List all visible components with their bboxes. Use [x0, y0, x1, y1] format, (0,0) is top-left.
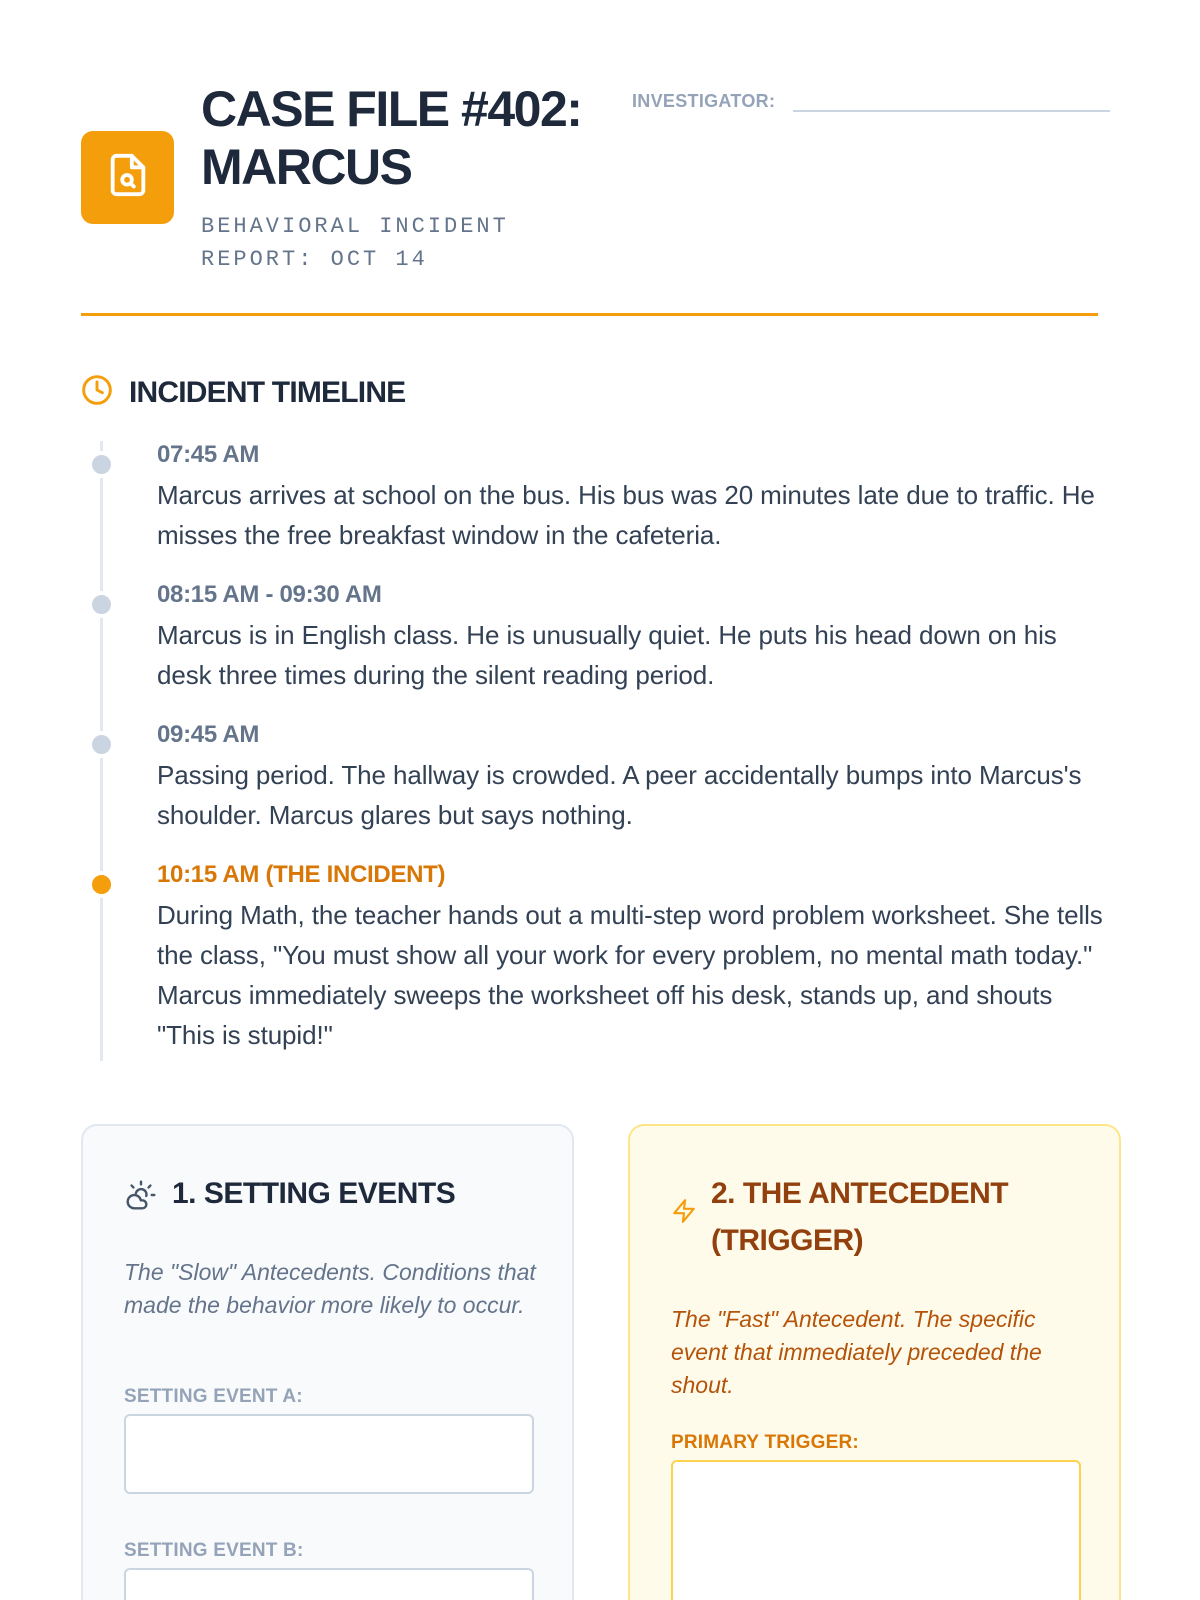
- setting-event-a-input[interactable]: [124, 1414, 534, 1494]
- timeline-event-time: 07:45 AM: [157, 441, 260, 468]
- incident-timeline: [81, 441, 1101, 1061]
- timeline-event-text: During Math, the teacher hands out a multi-step word problem worksheet. She tells the class, "You must show all your work for every problem, no mental math today." Marcus immediately sweeps the worksheet off his desk, stands up, and shouts "This is stupid!": [157, 900, 1103, 1050]
- setting-events-description: The "Slow" Antecedents. Conditions that made the behavior more likely to occur.: [124, 1259, 536, 1318]
- timeline-event-text: Marcus arrives at school on the bus. His bus was 20 minutes late due to traffic. He misses the free breakfast window in the cafeteria.: [157, 480, 1095, 550]
- timeline-event-time: 08:15 AM - 09:30 AM: [157, 581, 382, 608]
- primary-trigger-label: PRIMARY TRIGGER:: [671, 1432, 859, 1453]
- timeline-event-text: Marcus is in English class. He is unusually quiet. He puts his head down on his desk three times during the silent reading period.: [157, 620, 1057, 690]
- timeline-dot: [88, 451, 115, 478]
- antecedent-header: [671, 1170, 1071, 1264]
- case-title-block: [201, 80, 631, 276]
- setting-event-a-label: SETTING EVENT A:: [124, 1386, 303, 1407]
- file-search-icon: [105, 149, 151, 206]
- case-badge: [81, 131, 174, 224]
- timeline-title: INCIDENT TIMELINE: [129, 375, 406, 409]
- page-subtitle: BEHAVIORAL INCIDENT REPORT: OCT 14: [201, 214, 509, 272]
- timeline-dot: [88, 731, 115, 758]
- timeline-heading: [81, 374, 405, 411]
- setting-event-b-label: SETTING EVENT B:: [124, 1540, 304, 1561]
- investigator-input-line[interactable]: [793, 86, 1110, 112]
- investigator-field: [632, 86, 1110, 112]
- timeline-event-time: 10:15 AM (THE INCIDENT): [157, 861, 446, 888]
- setting-event-b-input[interactable]: [124, 1568, 534, 1600]
- investigator-label: INVESTIGATOR:: [632, 91, 776, 111]
- timeline-event-text: Passing period. The hallway is crowded. A peer accidentally bumps into Marcus's shoulder. Marcus glares but says nothing.: [157, 760, 1082, 830]
- antecedent-card: [628, 1124, 1121, 1600]
- antecedent-title: 2. THE ANTECEDENT (TRIGGER): [711, 1177, 1009, 1257]
- setting-events-title: 1. SETTING EVENTS: [172, 1177, 456, 1210]
- cloud-sun-icon: [124, 1179, 158, 1216]
- case-header: [81, 0, 1098, 316]
- primary-trigger-input[interactable]: [671, 1460, 1081, 1600]
- lightning-icon: [671, 1197, 697, 1230]
- antecedent-description: The "Fast" Antecedent. The specific event that immediately preceded the shout.: [671, 1306, 1042, 1398]
- page-title: CASE FILE #402: MARCUS: [201, 81, 582, 195]
- setting-events-card: [81, 1124, 574, 1600]
- clock-icon: [81, 374, 113, 411]
- timeline-dot-incident: [88, 871, 115, 898]
- timeline-event-time: 09:45 AM: [157, 721, 260, 748]
- setting-events-header: [124, 1170, 455, 1217]
- timeline-dot: [88, 591, 115, 618]
